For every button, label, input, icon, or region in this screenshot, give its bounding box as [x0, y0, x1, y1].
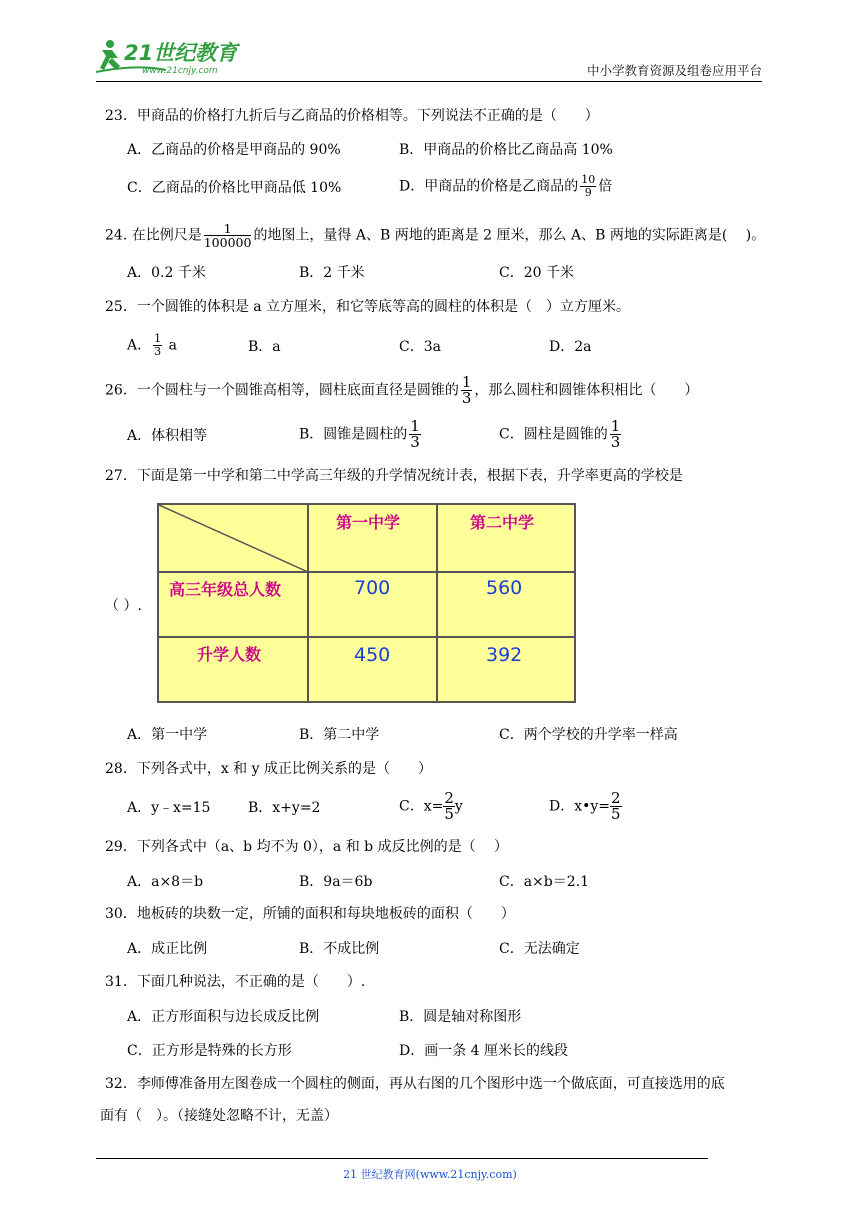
q25-a-num: 1 [154, 332, 162, 345]
q28-c-pre: C．x= [399, 798, 444, 815]
table-cell-r2c1: 450 [354, 644, 391, 666]
svg-text:www.21cnjy.com: www.21cnjy.com [142, 66, 218, 76]
q29-option-b: B．9a＝6b [299, 874, 373, 890]
q27-stem: 27．下面是第一中学和第二中学高三年级的升学情况统计表，根据下表，升学率更高的学校是 [105, 468, 683, 484]
q25-option-d: D．2a [549, 339, 592, 355]
q26-c-num: 1 [610, 417, 621, 435]
q30-stem: 30．地板砖的块数一定，所铺的面积和每块地板砖的面积（ ） [105, 906, 515, 922]
q26-fraction [461, 375, 473, 406]
q26-option-c [499, 419, 623, 450]
q25-a-fraction [153, 333, 162, 358]
q26-c-den: 3 [610, 433, 621, 451]
table-cell-r1c1: 700 [354, 577, 391, 599]
q30-option-a: A．成正比例 [127, 941, 208, 957]
q24-den: 100000 [203, 235, 252, 250]
svg-text:21世纪教育: 21世纪教育 [124, 41, 238, 65]
table-cell-r1c2: 560 [486, 577, 523, 599]
table-row-total-label: 高三年级总人数 [169, 580, 282, 599]
q25-stem: 25．一个圆锥的体积是 a 立方厘米，和它等底等高的圆柱的体积是（ ）立方厘米。 [105, 299, 631, 315]
q28-option-b: B．x+y=2 [248, 800, 321, 816]
q27-option-a: A．第一中学 [127, 727, 208, 743]
q25-a-den: 3 [154, 345, 162, 358]
table-header-school2: 第二中学 [470, 513, 535, 532]
table-header-school1: 第一中学 [336, 513, 401, 532]
q26-c-fraction [610, 419, 622, 450]
q29-option-c: C．a×b＝2.1 [499, 874, 590, 890]
stats-table [157, 503, 576, 703]
q23-d-post: 倍 [598, 178, 613, 195]
q28-d-pre: D．x•y= [549, 798, 611, 815]
q28-d-fraction [610, 791, 622, 822]
site-logo [96, 36, 256, 78]
q26-c-pre: C．圆柱是圆锥的 [499, 426, 608, 443]
q27-option-b: B．第二中学 [299, 727, 380, 743]
q23-option-c: C．乙商品的价格比甲商品低 10% [127, 180, 342, 196]
q31-option-b: B．圆是轴对称图形 [399, 1009, 522, 1025]
q26-b-pre: B．圆锥是圆柱的 [299, 426, 408, 443]
q25-option-a [127, 333, 177, 358]
q31-stem: 31．下面几种说法，不正确的是（ ）. [105, 974, 366, 990]
q25-option-b: B．a [248, 339, 281, 355]
table-grid [159, 505, 574, 701]
q27-paren: （ ）. [105, 598, 142, 614]
q24-option-b: B．2 千米 [299, 265, 365, 281]
q28-c-den: 5 [444, 805, 454, 823]
q25-option-c: C．3a [399, 339, 441, 355]
q28-d-den: 5 [611, 805, 621, 823]
q24-stem [105, 222, 765, 249]
q30-option-c: C．无法确定 [499, 941, 580, 957]
q24-option-a: A．0.2 千米 [127, 265, 206, 281]
q26-stem [105, 375, 698, 406]
q28-c-num: 2 [444, 789, 454, 807]
q24-num: 1 [204, 222, 252, 236]
q23-option-b: B．甲商品的价格比乙商品高 10% [399, 142, 613, 158]
footer-link[interactable]: 21 世纪教育网(www.21cnjy.com) [343, 1168, 517, 1181]
q32-line2: 面有（ ）。（接缝处忽略不计，无盖） [100, 1108, 338, 1124]
q28-d-num: 2 [611, 789, 621, 807]
q29-stem: 29．下列各式中（a、b 均不为 0），a 和 b 成反比例的是（ ） [105, 839, 509, 855]
q25-a-post: a [168, 337, 177, 354]
q26-b-den: 3 [410, 433, 420, 451]
q31-option-d: D．画一条 4 厘米长的线段 [399, 1043, 569, 1059]
q26-pre: 26．一个圆柱与一个圆锥高相等，圆柱底面直径是圆锥的 [105, 382, 459, 399]
table-row-admitted-label: 升学人数 [197, 645, 262, 664]
q26-option-b [299, 419, 423, 450]
q29-option-a: A．a×8＝b [127, 874, 204, 890]
q28-option-d [549, 791, 622, 822]
q26-den: 3 [461, 389, 472, 407]
q23-d-num: 10 [581, 173, 596, 186]
q24-post: 的地图上，量得 A、B 两地的距离是 2 厘米，那么 A、B 两地的实际距离是( )。 [253, 227, 766, 244]
q30-option-b: B．不成比例 [299, 941, 380, 957]
q26-post: ，那么圆柱和圆锥体积相比（ ） [474, 382, 699, 399]
q31-option-a: A．正方形面积与边长成反比例 [127, 1009, 320, 1025]
q26-b-fraction [409, 419, 421, 450]
q23-d-pre: D．甲商品的价格是乙商品的 [399, 178, 579, 195]
q28-c-fraction [443, 791, 455, 822]
platform-label: 中小学教育资源及组卷应用平台 [586, 63, 762, 78]
table-cell-r2c2: 392 [486, 644, 523, 666]
q23-d-den: 9 [584, 186, 592, 199]
q23-d-fraction [580, 174, 596, 199]
q24-option-c: C．20 千米 [499, 265, 574, 281]
q28-c-post: y [454, 798, 463, 815]
q24-fraction [204, 222, 252, 249]
q28-option-c [399, 791, 463, 822]
q32-line1: 32．李师傅准备用左图卷成一个圆柱的侧面，再从右图的几个图形中选一个做底面，可直接选用的底 [105, 1076, 725, 1092]
header-rule [96, 81, 762, 82]
footer-rule [96, 1158, 708, 1159]
q23-stem: 23．甲商品的价格打九折后与乙商品的价格相等。下列说法不正确的是（ ） [105, 108, 599, 124]
q26-option-a: A．体积相等 [127, 428, 208, 444]
q28-option-a: A．y﹣x=15 [127, 800, 211, 816]
page-header [96, 28, 762, 80]
q26-b-num: 1 [410, 417, 420, 435]
q24-pre: 24. 在比例尺是 [105, 227, 202, 244]
q25-a-pre: A． [127, 337, 152, 354]
q28-stem: 28．下列各式中，x 和 y 成正比例关系的是（ ） [105, 761, 432, 777]
q23-option-d [399, 174, 612, 199]
q31-option-c: C．正方形是特殊的长方形 [127, 1043, 292, 1059]
q26-num: 1 [461, 373, 472, 391]
q27-option-c: C．两个学校的升学率一样高 [499, 727, 678, 743]
q23-option-a: A．乙商品的价格是甲商品的 90% [127, 142, 341, 158]
